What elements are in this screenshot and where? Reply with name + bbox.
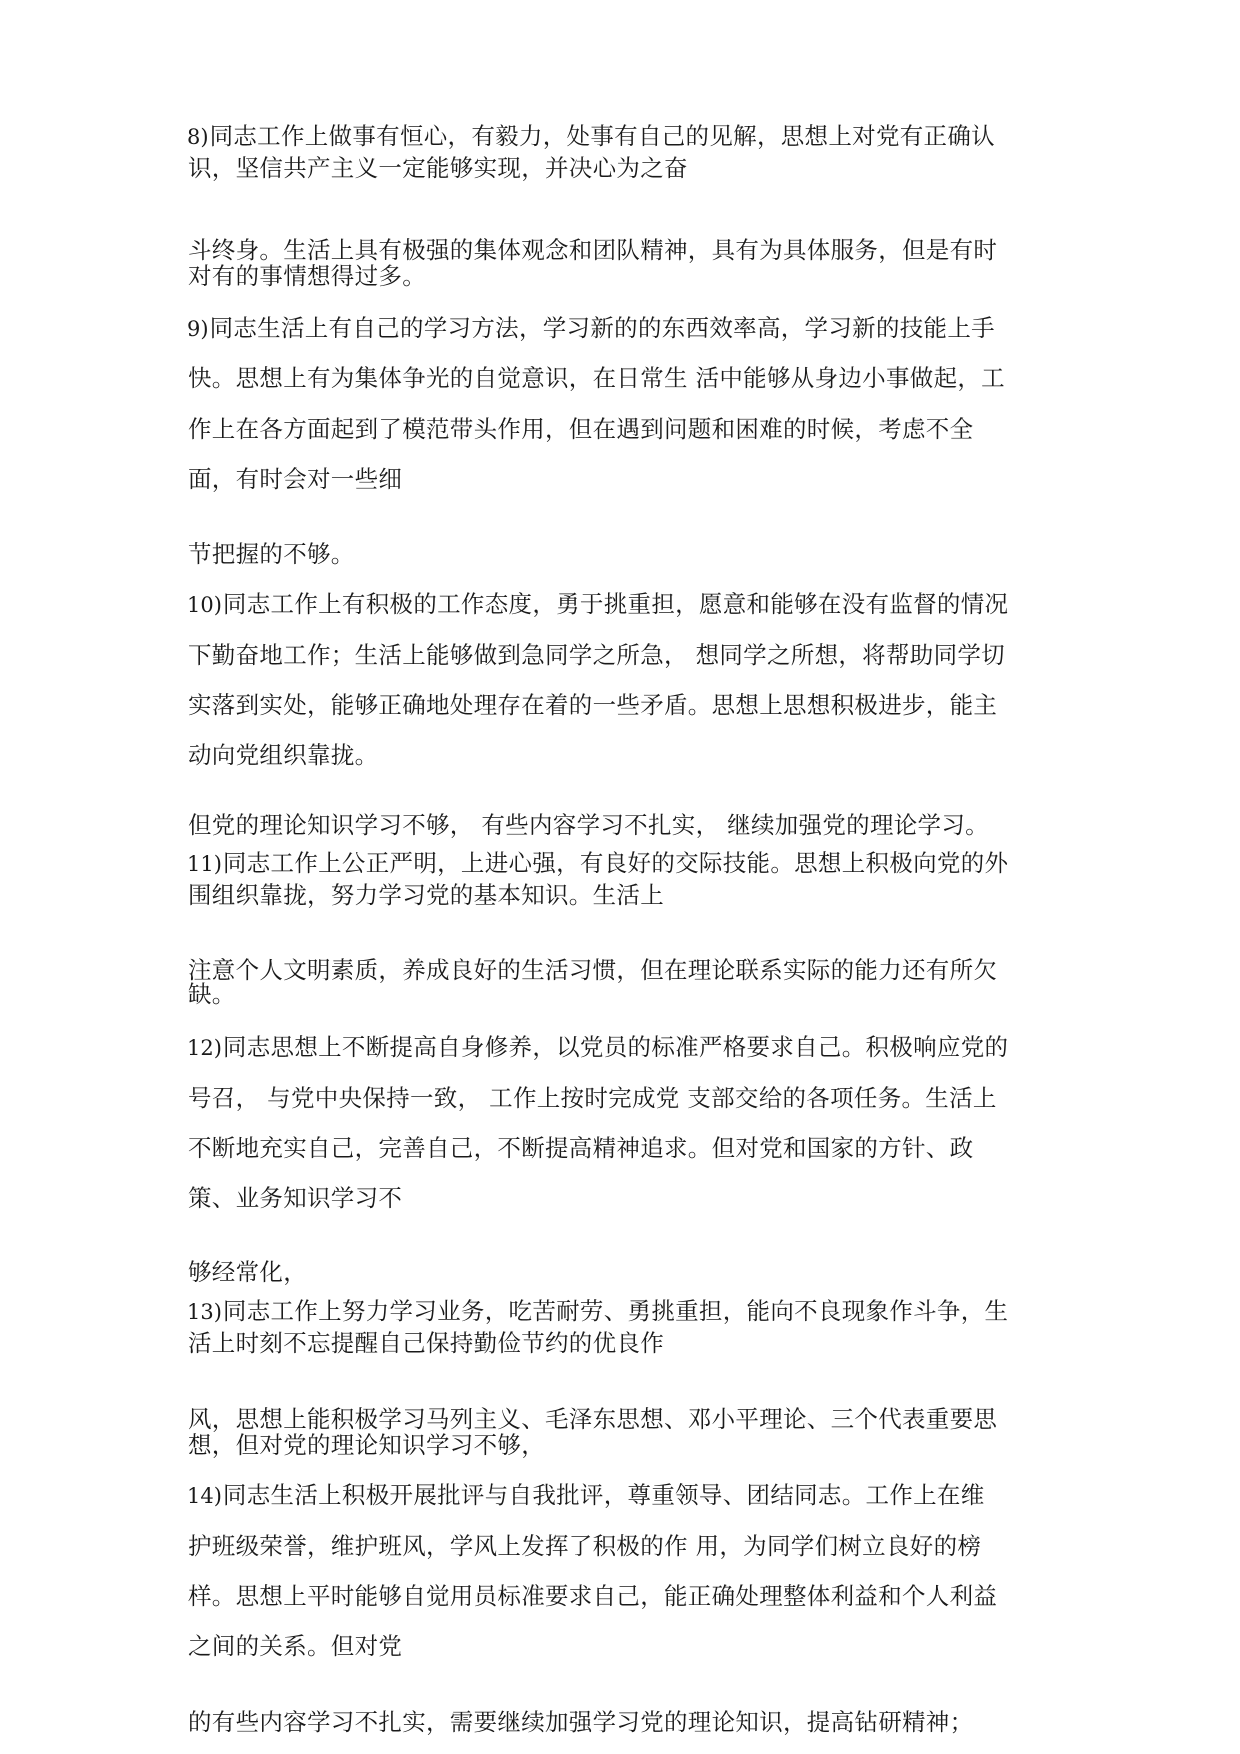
text-line <box>187 1134 1067 1163</box>
text-line <box>187 1405 1067 1434</box>
line-text: 活上时刻不忘提醒自己保持勤俭节约的优良作 <box>188 1329 664 1357</box>
text-line <box>187 236 1067 265</box>
item-number: 8) <box>187 125 209 149</box>
text-line <box>187 1708 1067 1737</box>
text-line <box>187 1033 1067 1062</box>
line-text: 缺。 <box>188 980 236 1008</box>
line-text: 想，但对党的理论知识学习不够， <box>188 1431 545 1459</box>
line-text: 识，坚信共产主义一定能够实现，并决心为之奋 <box>188 154 688 182</box>
item-number: 9) <box>187 317 209 341</box>
line-text: 同志思想上不断提高自身修养，以党员的标准严格要求自己。积极响应党的 <box>222 1033 1009 1061</box>
text-line <box>187 590 1067 619</box>
text-line <box>187 1481 1067 1510</box>
text-line <box>187 465 1067 494</box>
line-text: 动向党组织靠拢。 <box>188 741 379 769</box>
text-line <box>187 741 1067 770</box>
line-text: 快。思想上有为集体争光的自觉意识，在日常生 活中能够从身边小事做起，工 <box>188 364 1005 392</box>
item-number: 11) <box>187 852 222 876</box>
text-line <box>187 540 1067 569</box>
text-line <box>187 1084 1067 1113</box>
line-text: 策、业务知识学习不 <box>188 1184 403 1212</box>
item-number: 14) <box>187 1484 222 1508</box>
line-text: 不断地充实自己，完善自己，不断提高精神追求。但对党和国家的方针、政 <box>188 1134 974 1162</box>
text-line <box>187 1532 1067 1561</box>
line-text: 号召， 与党中央保持一致， 工作上按时完成党 支部交给的各项任务。生活上 <box>188 1084 997 1112</box>
line-text: 同志工作上努力学习业务，吃苦耐劳、勇挑重担，能向不良现象作斗争，生 <box>222 1297 1009 1325</box>
text-line <box>187 1258 1067 1287</box>
line-text: 面，有时会对一些细 <box>188 465 403 493</box>
text-line <box>187 691 1067 720</box>
line-text: 同志工作上有积极的工作态度，勇于挑重担，愿意和能够在没有监督的情况 <box>222 590 1009 618</box>
item-number: 10) <box>187 593 222 617</box>
text-line <box>187 262 1067 291</box>
line-text: 作上在各方面起到了模范带头作用，但在遇到问题和困难的时候，考虑不全 <box>188 415 974 443</box>
line-text: 护班级荣誉，维护班风，学风上发挥了积极的作 用，为同学们树立良好的榜 <box>188 1532 982 1560</box>
line-text: 实落到实处，能够正确地处理存在着的一些矛盾。思想上思想积极进步，能主 <box>188 691 998 719</box>
item-number: 12) <box>187 1036 222 1060</box>
text-line <box>187 1329 1067 1358</box>
line-text: 之间的关系。但对党 <box>188 1632 403 1660</box>
text-line <box>187 364 1067 393</box>
line-text: 围组织靠拢，努力学习党的基本知识。生活上 <box>188 881 664 909</box>
text-line <box>187 415 1067 444</box>
text-line <box>187 122 1067 151</box>
text-line <box>187 641 1067 670</box>
line-text: 够经常化， <box>188 1258 307 1286</box>
line-text: 样。思想上平时能够自觉用员标准要求自己，能正确处理整体利益和个人利益 <box>188 1582 998 1610</box>
text-line <box>187 1184 1067 1213</box>
line-text: 下勤奋地工作；生活上能够做到急同学之所急， 想同学之所想，将帮助同学切 <box>188 641 1005 669</box>
line-text: 的有些内容学习不扎实，需要继续加强学习党的理论知识，提高钻研精神； <box>188 1708 974 1736</box>
item-number: 13) <box>187 1300 222 1324</box>
line-text: 对有的事情想得过多。 <box>188 262 426 290</box>
line-text: 节把握的不够。 <box>188 540 355 568</box>
text-line <box>187 1632 1067 1661</box>
text-line <box>187 980 1067 1009</box>
line-text: 风，思想上能积极学习马列主义、毛泽东思想、邓小平理论、三个代表重要思 <box>188 1405 998 1433</box>
line-text: 同志工作上做事有恒心，有毅力，处事有自己的见解，思想上对党有正确认 <box>209 122 995 150</box>
line-text: 同志生活上积极开展批评与自我批评，尊重领导、团结同志。工作上在维 <box>222 1481 985 1509</box>
line-text: 注意个人文明素质，养成良好的生活习惯，但在理论联系实际的能力还有所欠 <box>188 956 998 984</box>
line-text: 但党的理论知识学习不够， 有些内容学习不扎实， 继续加强党的理论学习。 <box>188 811 989 839</box>
line-text: 同志生活上有自己的学习方法，学习新的的东西效率高，学习新的技能上手 <box>209 314 995 342</box>
text-line <box>187 1582 1067 1611</box>
line-text: 同志工作上公正严明，上进心强，有良好的交际技能。思想上积极向党的外 <box>222 849 1009 877</box>
text-line <box>187 849 1067 878</box>
line-text: 斗终身。生活上具有极强的集体观念和团队精神，具有为具体服务，但是有时 <box>188 236 998 264</box>
text-line <box>187 1431 1067 1460</box>
text-line <box>187 1297 1067 1326</box>
text-line <box>187 314 1067 343</box>
text-line <box>187 811 1067 840</box>
text-line <box>187 881 1067 910</box>
text-line <box>187 154 1067 183</box>
